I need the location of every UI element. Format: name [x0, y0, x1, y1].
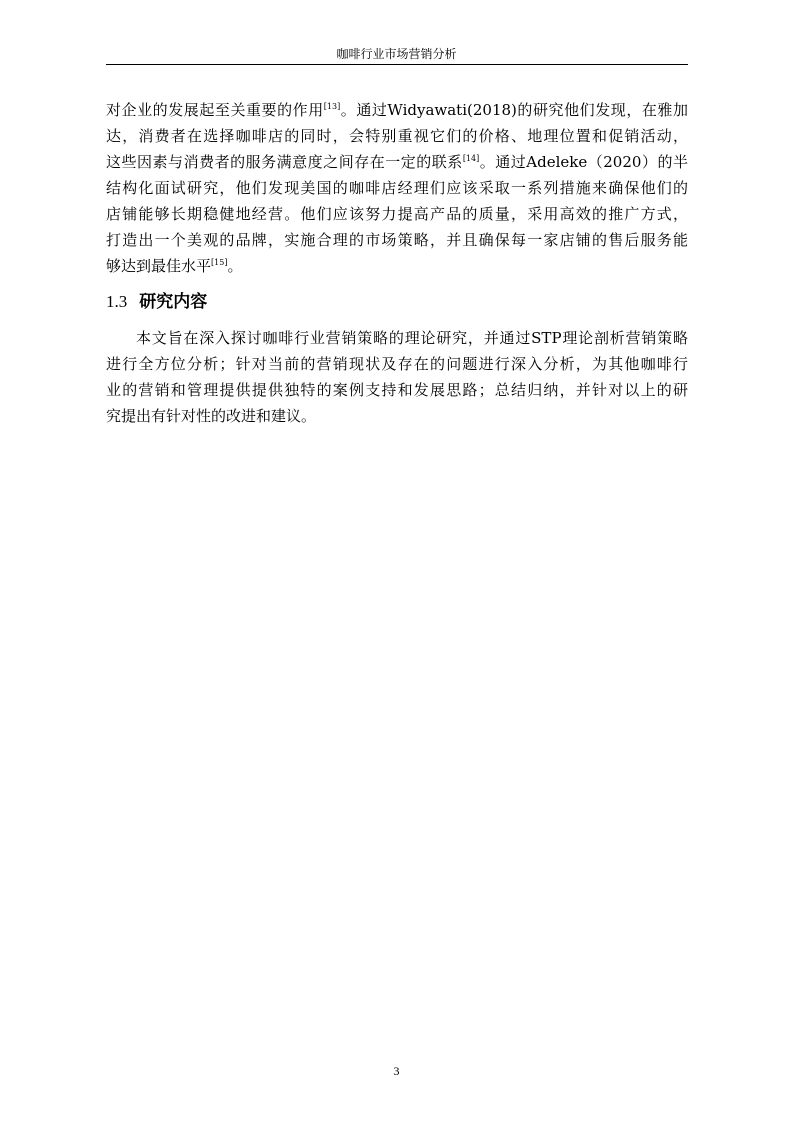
text-line: 对企业的发展起至关重要的作用[13]。通过Widyawati(2018)的研究他们发现，在雅加 [106, 101, 688, 119]
text-line: 业的营销和管理提供提供独特的案例支持和发展思路；总结归纳，并针对以上的研 [106, 381, 688, 399]
citation-ref: [13] [323, 102, 341, 111]
paragraph-research-content [106, 325, 688, 429]
text-line: 结构化面试研究，他们发现美国的咖啡店经理们应该采取一系列措施来确保他们的 [106, 179, 688, 197]
text-line: 这些因素与消费者的服务满意度之间存在一定的联系[14]。通过Adeleke（2020）的半 [106, 153, 688, 171]
text-line: 究提出有针对性的改进和建议。 [106, 407, 317, 425]
section-heading [106, 291, 207, 313]
section-number: 1.3 [106, 292, 128, 311]
running-header: 咖啡行业市场营销分析 [336, 47, 457, 61]
text-line: 达，消费者在选择咖啡店的同时，会特别重视它们的价格、地理位置和促销活动， [106, 127, 688, 145]
header-rule [106, 64, 688, 65]
citation-ref: [14] [462, 154, 480, 163]
text-line: 够达到最佳水平[15]。 [106, 257, 243, 275]
text-line: 店铺能够长期稳健地经营。他们应该努力提高产品的质量，采用高效的推广方式， [106, 205, 688, 223]
text-line: 本文旨在深入探讨咖啡行业营销策略的理论研究，并通过STP理论剖析营销策略 [136, 329, 688, 347]
paragraph-literature-review [106, 97, 688, 279]
section-title: 研究内容 [139, 292, 208, 312]
citation-ref: [15] [211, 258, 228, 267]
text-line: 打造出一个美观的品牌，实施合理的市场策略，并且确保每一家店铺的售后服务能 [106, 231, 688, 249]
page-number: 3 [393, 1064, 400, 1078]
text-line: 进行全方位分析；针对当前的营销现状及存在的问题进行深入分析，为其他咖啡行 [106, 355, 688, 373]
